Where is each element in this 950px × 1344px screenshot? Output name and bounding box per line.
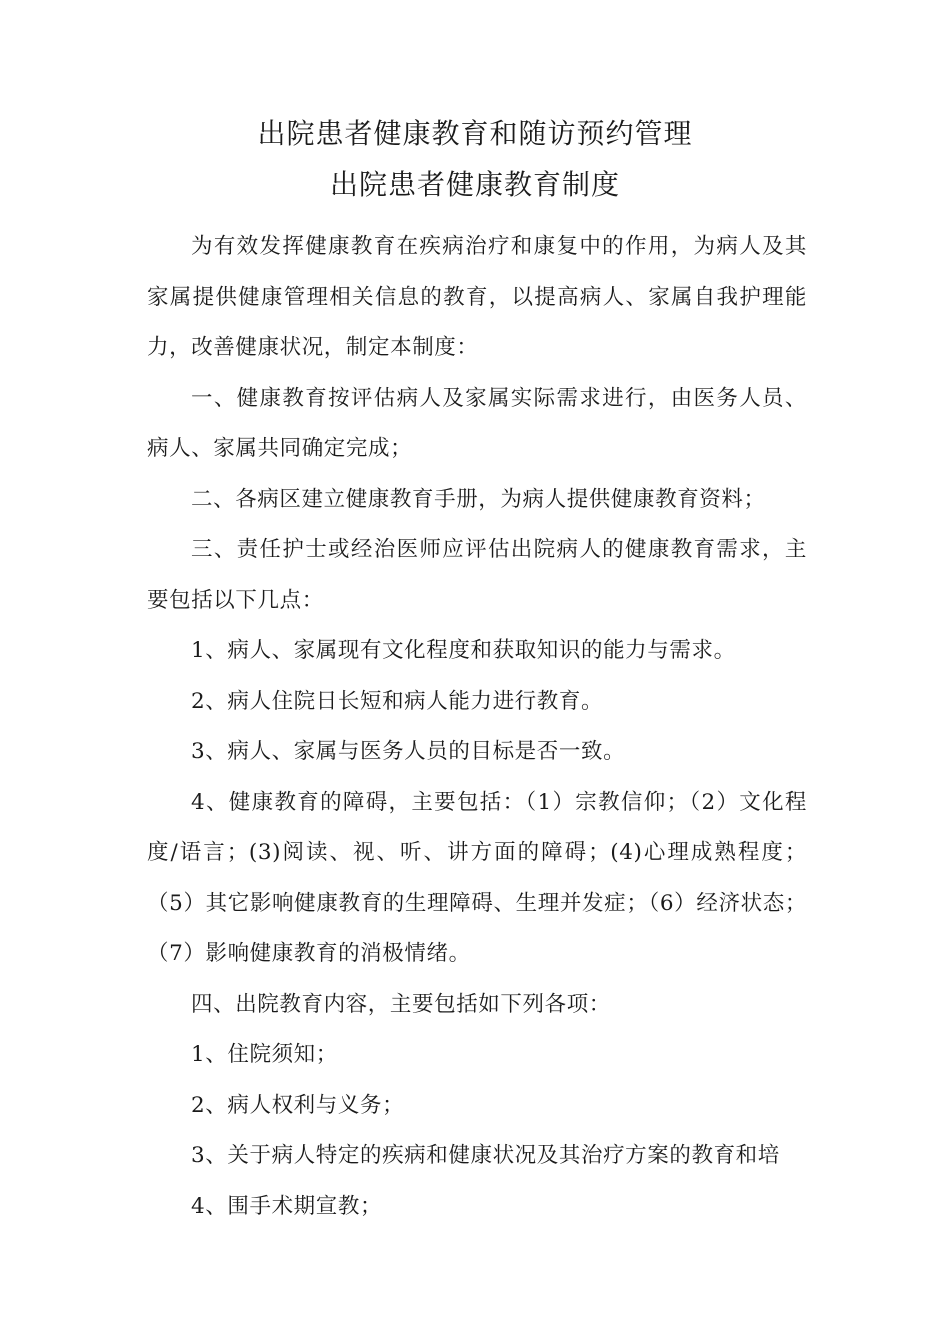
list-item: 4、围手术期宣教； xyxy=(191,1193,383,1219)
paragraph-section-1: 一、健康教育按评估病人及家属实际需求进行，由医务人员、病人、家属共同确定完成； xyxy=(147,385,807,461)
list-item: 2、病人住院日长短和病人能力进行教育。 xyxy=(191,688,604,714)
list-item: 4、健康教育的障碍，主要包括：（1）宗教信仰；（2）文化程度/语言；(3)阅读、视、听、讲方面的障碍；(4)心理成熟程度；（5）其它影响健康教育的生理障碍、生理并发症；（6）经济状态；（7）影响健康教育的消极情绪。 xyxy=(147,789,807,966)
document-body xyxy=(147,222,807,1232)
list-item: 3、病人、家属与医务人员的目标是否一致。 xyxy=(191,739,626,764)
list-item: 3、关于病人特定的疾病和健康状况及其治疗方案的教育和培 xyxy=(191,1143,780,1168)
paragraph-intro: 为有效发挥健康教育在疾病治疗和康复中的作用，为病人及其家属提供健康管理相关信息的教育，以提高病人、家属自我护理能力，改善健康状况，制定本制度： xyxy=(147,234,807,360)
list-item: 1、病人、家属现有文化程度和获取知识的能力与需求。 xyxy=(191,638,736,663)
paragraph-section-2: 二、各病区建立健康教育手册，为病人提供健康教育资料； xyxy=(191,486,766,512)
paragraph-section-4: 四、出院教育内容，主要包括如下列各项： xyxy=(191,991,611,1017)
document-title: 出院患者健康教育和随访预约管理 xyxy=(257,117,693,150)
list-item: 1、住院须知； xyxy=(191,1042,338,1067)
list-item: 2、病人权利与义务； xyxy=(191,1092,405,1118)
paragraph-section-3: 三、责任护士或经治医师应评估出院病人的健康教育需求，主要包括以下几点： xyxy=(147,537,807,613)
document-subtitle: 出院患者健康教育制度 xyxy=(329,168,620,201)
